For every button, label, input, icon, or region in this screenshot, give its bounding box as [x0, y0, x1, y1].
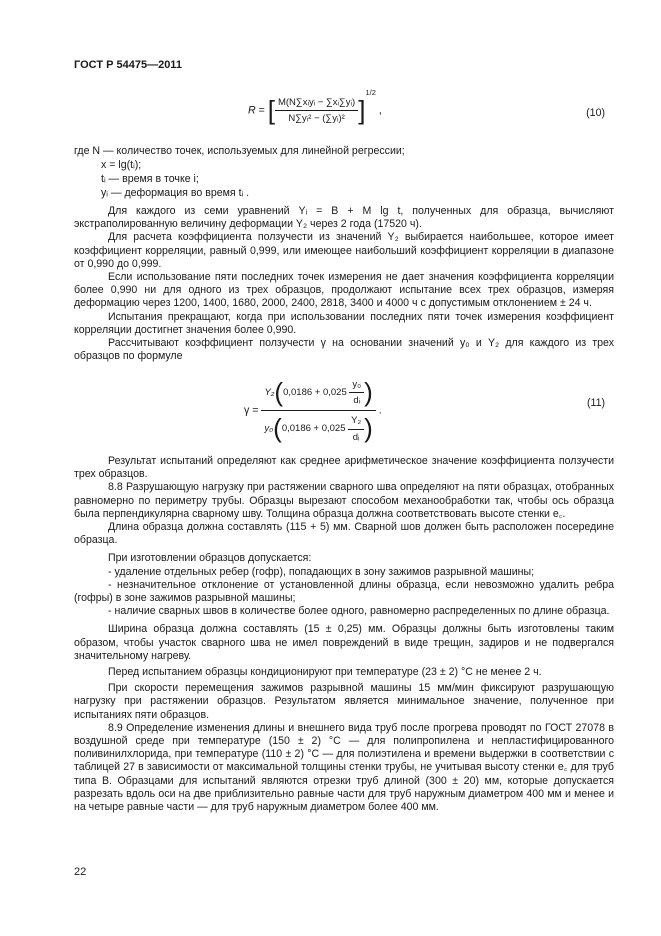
equation-10	[248, 87, 382, 126]
paragraph-sample-width: Ширина образца должна составлять (15 ± 0,25) мм. Образцы должны быть изготовлены таким образом, чтобы участок сварного шва не имел повреждений в виде трещин, задиров и не подвергался значительному нагреву.	[74, 623, 614, 662]
eq11-num-factor: Y₂	[264, 387, 275, 399]
definition-t: tᵢ — время в точке i;	[101, 173, 199, 185]
text-block-1	[74, 205, 614, 363]
text-block-2	[74, 455, 614, 814]
eq10-denominator: N∑yᵢ² − (∑yᵢ)²	[288, 113, 345, 125]
eq10-right-bracket: ]	[358, 95, 366, 126]
definition-x: x = lg(tᵢ);	[101, 159, 142, 171]
paragraph-conditioning: Перед испытанием образцы кондиционируют при температуре (23 ± 2) °С не менее 2 ч.	[108, 666, 542, 679]
eq11-numerator	[261, 378, 375, 411]
definition-y: yᵢ — деформация во время tᵢ .	[101, 187, 250, 199]
paragraph-stop-test: Испытания прекращают, когда при использовании последних пяти точек измерения коэффициент корреляции достигнет значения более 0,990.	[74, 310, 614, 336]
equation-11-number: (11)	[586, 397, 605, 409]
eq10-exponent: 1/2	[365, 87, 376, 97]
paragraph-result: Результат испытаний определяют как среднее арифметическое значение коэффициента ползучести трех образцов.	[74, 455, 614, 481]
eq11-den-subfrac-bot: dᵢ	[352, 431, 360, 443]
paragraph-continue-test: Если использование пяти последних точек измерения не дает значения коэффициента корреляции более 0,990 ни для одного из трех образцов, продолжают испытание всех трех образцов, измеряя деформацию через 1200, 1400, 1680, 2000, 2400, 2818, 3400 и 4000 ч с допустимым отклонением ± 24 ч.	[74, 271, 614, 310]
eq10-left-bracket: [	[267, 95, 275, 126]
paragraph-creep-formula-intro: Рассчитывают коэффициент ползучести γ на основании значений y₀ и Y₂ для каждого из трех образцов по формуле	[74, 337, 614, 363]
eq11-den-subfrac-top: Y₂	[348, 414, 364, 429]
eq10-numerator: M(N∑xᵢyᵢ − ∑xᵢ∑yᵢ)	[275, 96, 358, 111]
eq11-den-subfrac	[348, 414, 364, 443]
eq10-trail: ,	[378, 104, 382, 117]
paragraph-max-y2: Для расчета коэффициента ползучести из значений Y₂ выбирается наибольшее, которое имеет коэффициент корреляции, равный 0,999, или имеющее наибольший коэффициент корреляции в диапазоне от 0,990 до 0,999.	[74, 231, 614, 270]
eq11-den-factor: y₀	[264, 423, 274, 435]
page-header: ГОСТ Р 54475—2011	[74, 59, 182, 71]
eq11-num-subfrac	[349, 378, 364, 407]
equation-10-number: (10)	[586, 107, 605, 119]
paragraph-extrapolation: Для каждого из семи уравнений Yᵢ = B + M lg t, полученных для образца, вычисляют экстраполированную величину деформации Y₂ через 2 года (17520 ч).	[74, 205, 614, 231]
paragraph-sample-length: Длина образца должна составлять (115 + 5) мм. Сварной шов должен быть расположен посередине образца.	[74, 521, 614, 547]
eq10-equals: =	[258, 104, 265, 117]
page-number: 22	[74, 866, 87, 878]
eq11-num-lparen: (	[274, 377, 284, 408]
eq11-num-rparen: )	[364, 377, 373, 408]
eq11-trail: .	[378, 404, 382, 417]
eq10-fraction	[275, 96, 358, 125]
equation-11	[244, 378, 382, 444]
definition-n: где N — количество точек, используемых для линейной регрессии;	[74, 145, 405, 157]
list-item-length-deviation: - незначительное отклонение от установленной длины образца, если невозможно удалить ребра (гофры) в зоне зажимов разрывной машины;	[74, 578, 614, 605]
definitions-block	[74, 145, 405, 201]
eq11-fraction	[261, 378, 375, 444]
eq11-equals: =	[252, 404, 259, 417]
eq11-den-inner: 0,0186 + 0,025	[281, 423, 346, 435]
paragraph-tensile-load: При скорости перемещения зажимов разрывной машины 15 мм/мин фиксируют разрушающую нагрузку при растяжении образцов. Результатом является минимальное значение, полученное при испытаниях пяти образцов.	[74, 682, 614, 721]
paragraph-allowed-intro: При изготовлении образцов допускается:	[108, 552, 312, 565]
eq10-lhs: R	[248, 104, 256, 117]
eq11-num-inner: 0,0186 + 0,025	[283, 387, 347, 399]
eq11-num-subfrac-top: y₀	[349, 378, 364, 393]
eq11-num-subfrac-bot: dᵢ	[353, 395, 361, 407]
list-item-ribs: - удаление отдельных ребер (гофр), попадающих в зону зажимов разрывной машины;	[108, 565, 535, 578]
eq11-denominator	[261, 411, 375, 443]
eq11-den-lparen: (	[273, 413, 282, 444]
list-item-welds: - наличие сварных швов в количестве более одного, равномерно распределенных по длине образца.	[108, 605, 610, 618]
eq11-den-rparen: )	[364, 413, 373, 444]
eq11-lhs: γ	[244, 404, 250, 417]
paragraph-8-8: 8.8 Разрушающую нагрузку при растяжении сварного шва определяют на пяти образцах, отобранных равномерно по периметру трубы. Образцы вырезают способом механообработки так, чтобы ось образца была перпендикулярна сварному шву. Толщина образца должна соответствовать высоте стенки e꜀.	[74, 481, 614, 520]
paragraph-8-9: 8.9 Определение изменения длины и внешнего вида труб после прогрева проводят по ГОСТ 27078 в воздушной среде при температуре (150 ± 2) °С — для полипропилена и непластифицированного поливинилхлорида, при температуре (110 ± 2) °С — для полиэтилена и времени выдержки в соответствии с таблицей 27 в зависимости от максимальной толщины стенки трубы, не учитывая высоту стенки e꜀ для труб типа В. Образцами для испытаний являются отрезки труб длиной (300 ± 20) мм, которые допускается разрезать вдоль оси на две приблизительно равные части для труб наружным диаметром 400 мм и менее и на четыре равные части — для труб наружным диаметром более 400 мм.	[74, 721, 614, 814]
